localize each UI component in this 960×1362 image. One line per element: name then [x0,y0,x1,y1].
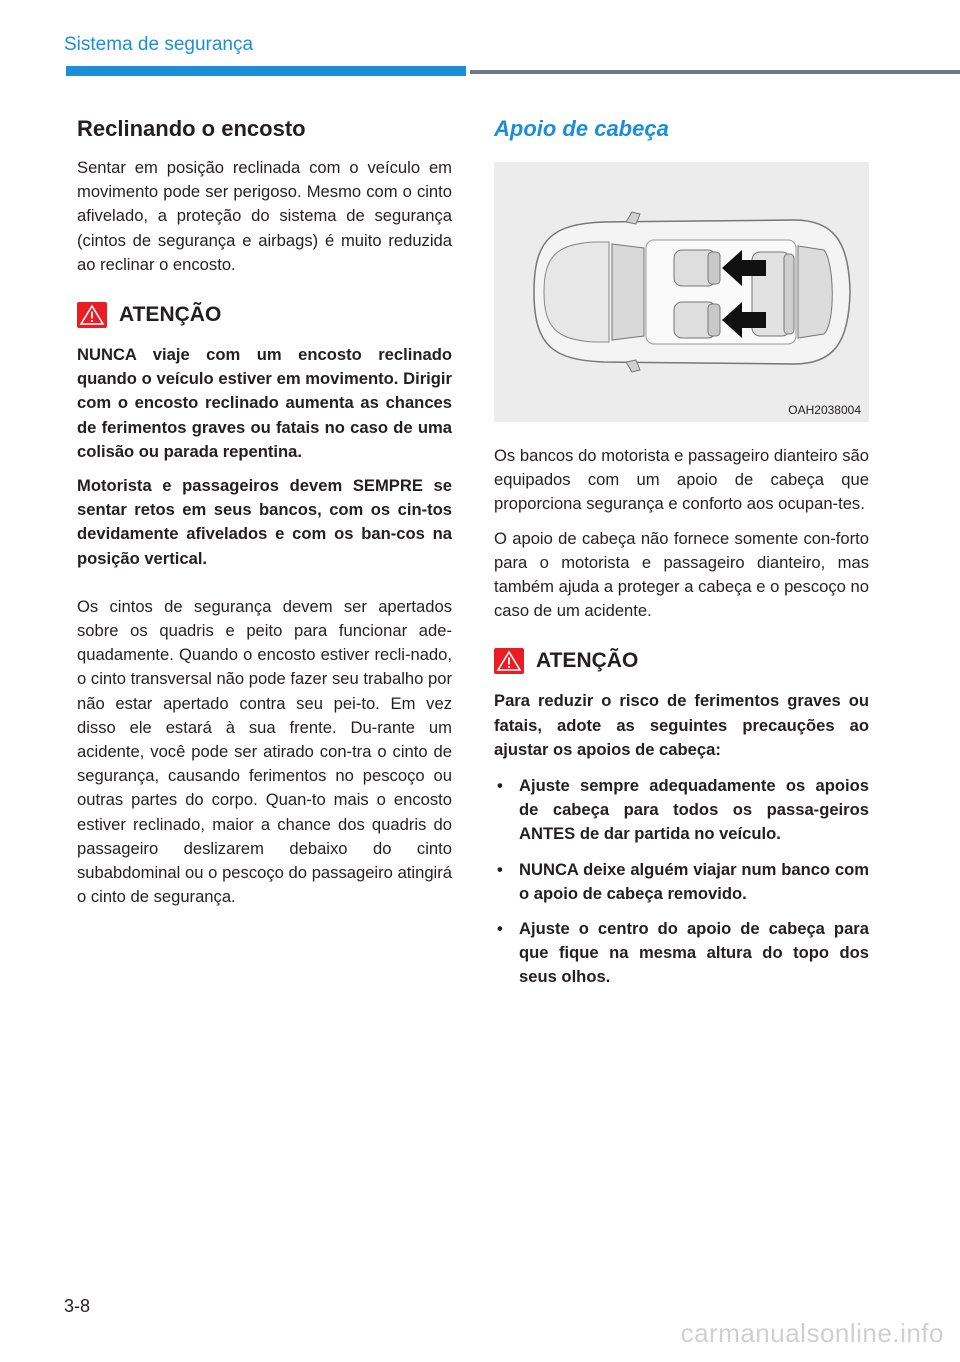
figure-code: OAH2038004 [788,403,861,417]
warning-paragraph: Motorista e passageiros devem SEMPRE se sentar retos em seus bancos, com os cin-tos devidamente afivelados e com os ban-cos na posição vertical. [77,476,452,568]
body-paragraph: Os cintos de segurança devem ser apertados sobre os quadris e peito para funcionar ade-quadamente. Quando o encosto estiver recli-nado, o cinto transversal não pode fazer seu trabalho por não estar apertado contra seu pei-to. Em vez disso ele estará à sua frente. Du-rante um acidente, você pode ser atirado con-tra o cinto de segurança, causando ferimentos no pescoço ou outras partes do corpo. Quan-to mais o encosto estiver reclinado, maior a chance dos quadris do passageiro deslizarem debaixo do cinto subabdominal ou o pescoço do passageiro atingirá o cinto de segurança. [77,596,452,907]
body-paragraph: O apoio de cabeça não fornece somente con-forto para o motorista e passageiro dianteiro, mas também ajuda a proteger a cabeça e o pescoço no caso de um acidente. [494,528,869,621]
watermark: carmanualsonline.info [680,1318,944,1348]
right-column [494,110,869,1001]
warning-title: ATENÇÃO [119,303,222,327]
left-column [77,110,452,909]
list-item: • Ajuste o centro do apoio de cabeça para que fique na mesma altura do topo dos seus olhos. [494,917,869,990]
list-item: • Ajuste sempre adequadamente os apoios de cabeça para todos os passa-geiros ANTES de dar partida no veículo. [494,774,869,847]
warning-icon [77,302,107,328]
header-title: Sistema de segurança [64,34,254,55]
page-number: 3-8 [64,1296,91,1316]
warning-title: ATENÇÃO [536,649,639,673]
warning-paragraph: Para reduzir o risco de ferimentos graves ou fatais, adote as seguintes precauções ao ajustar os apoios de cabeça: [494,691,869,759]
warning-header [494,648,869,674]
warning-paragraph: NUNCA viaje com um encosto reclinado quando o veículo estiver em movimento. Dirigir com o encosto reclinado aumenta as chances de ferimentos graves ou fatais no caso de uma colisão ou parada repentina. [77,345,452,461]
warning-list [494,774,869,990]
header-rule [470,70,960,74]
car-top-view-image [494,162,869,422]
header-accent-bar [66,66,466,76]
body-paragraph: Os bancos do motorista e passageiro dianteiro são equipados com um apoio de cabeça que proporciona segurança e conforto aos ocupan-tes. [494,446,869,514]
headrest-illustration [494,162,869,422]
intro-paragraph: Sentar em posição reclinada com o veículo em movimento pode ser perigoso. Mesmo com o cinto afivelado, a proteção do sistema de segurança (cintos de segurança e airbags) é muito reduzida ao reclinar o encosto. [77,158,452,274]
warning-icon [494,648,524,674]
section-heading-headrest: Apoio de cabeça [494,116,669,141]
warning-header [77,302,452,328]
list-item: • NUNCA deixe alguém viajar num banco com o apoio de cabeça removido. [494,858,869,906]
section-heading-reclining: Reclinando o encosto [77,116,306,141]
